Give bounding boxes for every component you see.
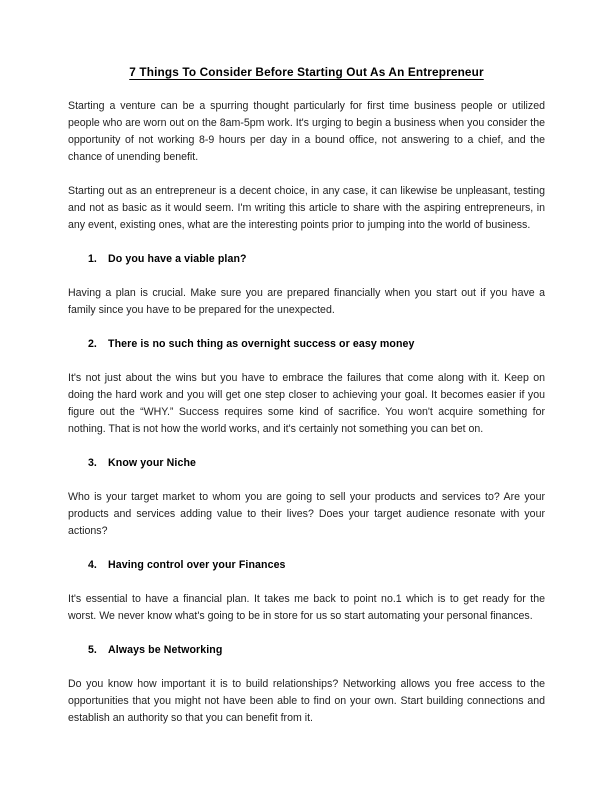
spacer: [68, 268, 545, 285]
section-body-1: Having a plan is crucial. Make sure you are prepared financially when you start out if you have a family since you have to be prepared for the unexpected.: [68, 287, 545, 316]
spacer: [68, 472, 545, 489]
spacer: [68, 659, 545, 676]
section-number: 3.: [88, 457, 97, 469]
page-title: 7 Things To Consider Before Starting Out As An Entrepreneur: [129, 65, 484, 79]
spacer: [68, 166, 545, 183]
document-body: [68, 64, 545, 727]
intro-paragraph-2: Starting out as an entrepreneur is a decent choice, in any case, it can likewise be unpleasant, testing and not as basic as it would seem. I'm writing this article to share with the aspiring entrepreneurs, in any event, existing ones, what are the interesting points prior to jumping into the world of business.: [68, 185, 545, 231]
section-body-5: Do you know how important it is to build relationships? Networking allows you free access to the opportunities that you might not have been able to find on your own. Start building connections and establish an authority so that you can benefit from it.: [68, 678, 545, 724]
section-title: Know your Niche: [108, 457, 197, 469]
spacer: [68, 625, 545, 642]
spacer: [68, 319, 545, 336]
section-title: Do you have a viable plan?: [108, 253, 247, 265]
section-number: 5.: [88, 644, 97, 656]
section-number: 1.: [88, 253, 97, 265]
section-body-4: It's essential to have a financial plan. It takes me back to point no.1 which is to get ready for the worst. We never know what's going to be in store for us so start automating your personal finances.: [68, 593, 545, 622]
section-heading-2: [68, 336, 545, 353]
section-title: Having control over your Finances: [108, 559, 286, 571]
section-heading-3: [68, 455, 545, 472]
intro-paragraph-1: Starting a venture can be a spurring thought particularly for first time business people or utilized people who are worn out on the 8am-5pm work. It's urging to begin a business when you consider the opportunity of not working 8-9 hours per day in a bound office, not answering to a chief, and the chance of unending benefit.: [68, 100, 545, 163]
spacer: [68, 540, 545, 557]
spacer: [68, 353, 545, 370]
spacer: [68, 81, 545, 98]
section-heading-4: [68, 557, 545, 574]
spacer: [68, 574, 545, 591]
spacer: [68, 438, 545, 455]
spacer: [68, 234, 545, 251]
section-body-2: It's not just about the wins but you have to embrace the failures that come along with it. Keep on doing the hard work and you will get one step closer to achieving your goal. It becomes easier if you figure out the “WHY.” Success requires some kind of sacrifice. You won't acquire something for nothing. That is not how the world works, and it's certainly not something you can bet on.: [68, 372, 545, 435]
section-body-3: Who is your target market to whom you are going to sell your products and services to? Are your products and services adding value to their lives? Does your target audience resonate with your actions?: [68, 491, 545, 537]
section-heading-5: [68, 642, 545, 659]
section-number: 4.: [88, 559, 97, 571]
section-heading-1: [68, 251, 545, 268]
section-title: Always be Networking: [108, 644, 223, 656]
section-title: There is no such thing as overnight success or easy money: [108, 338, 415, 350]
section-number: 2.: [88, 338, 97, 350]
